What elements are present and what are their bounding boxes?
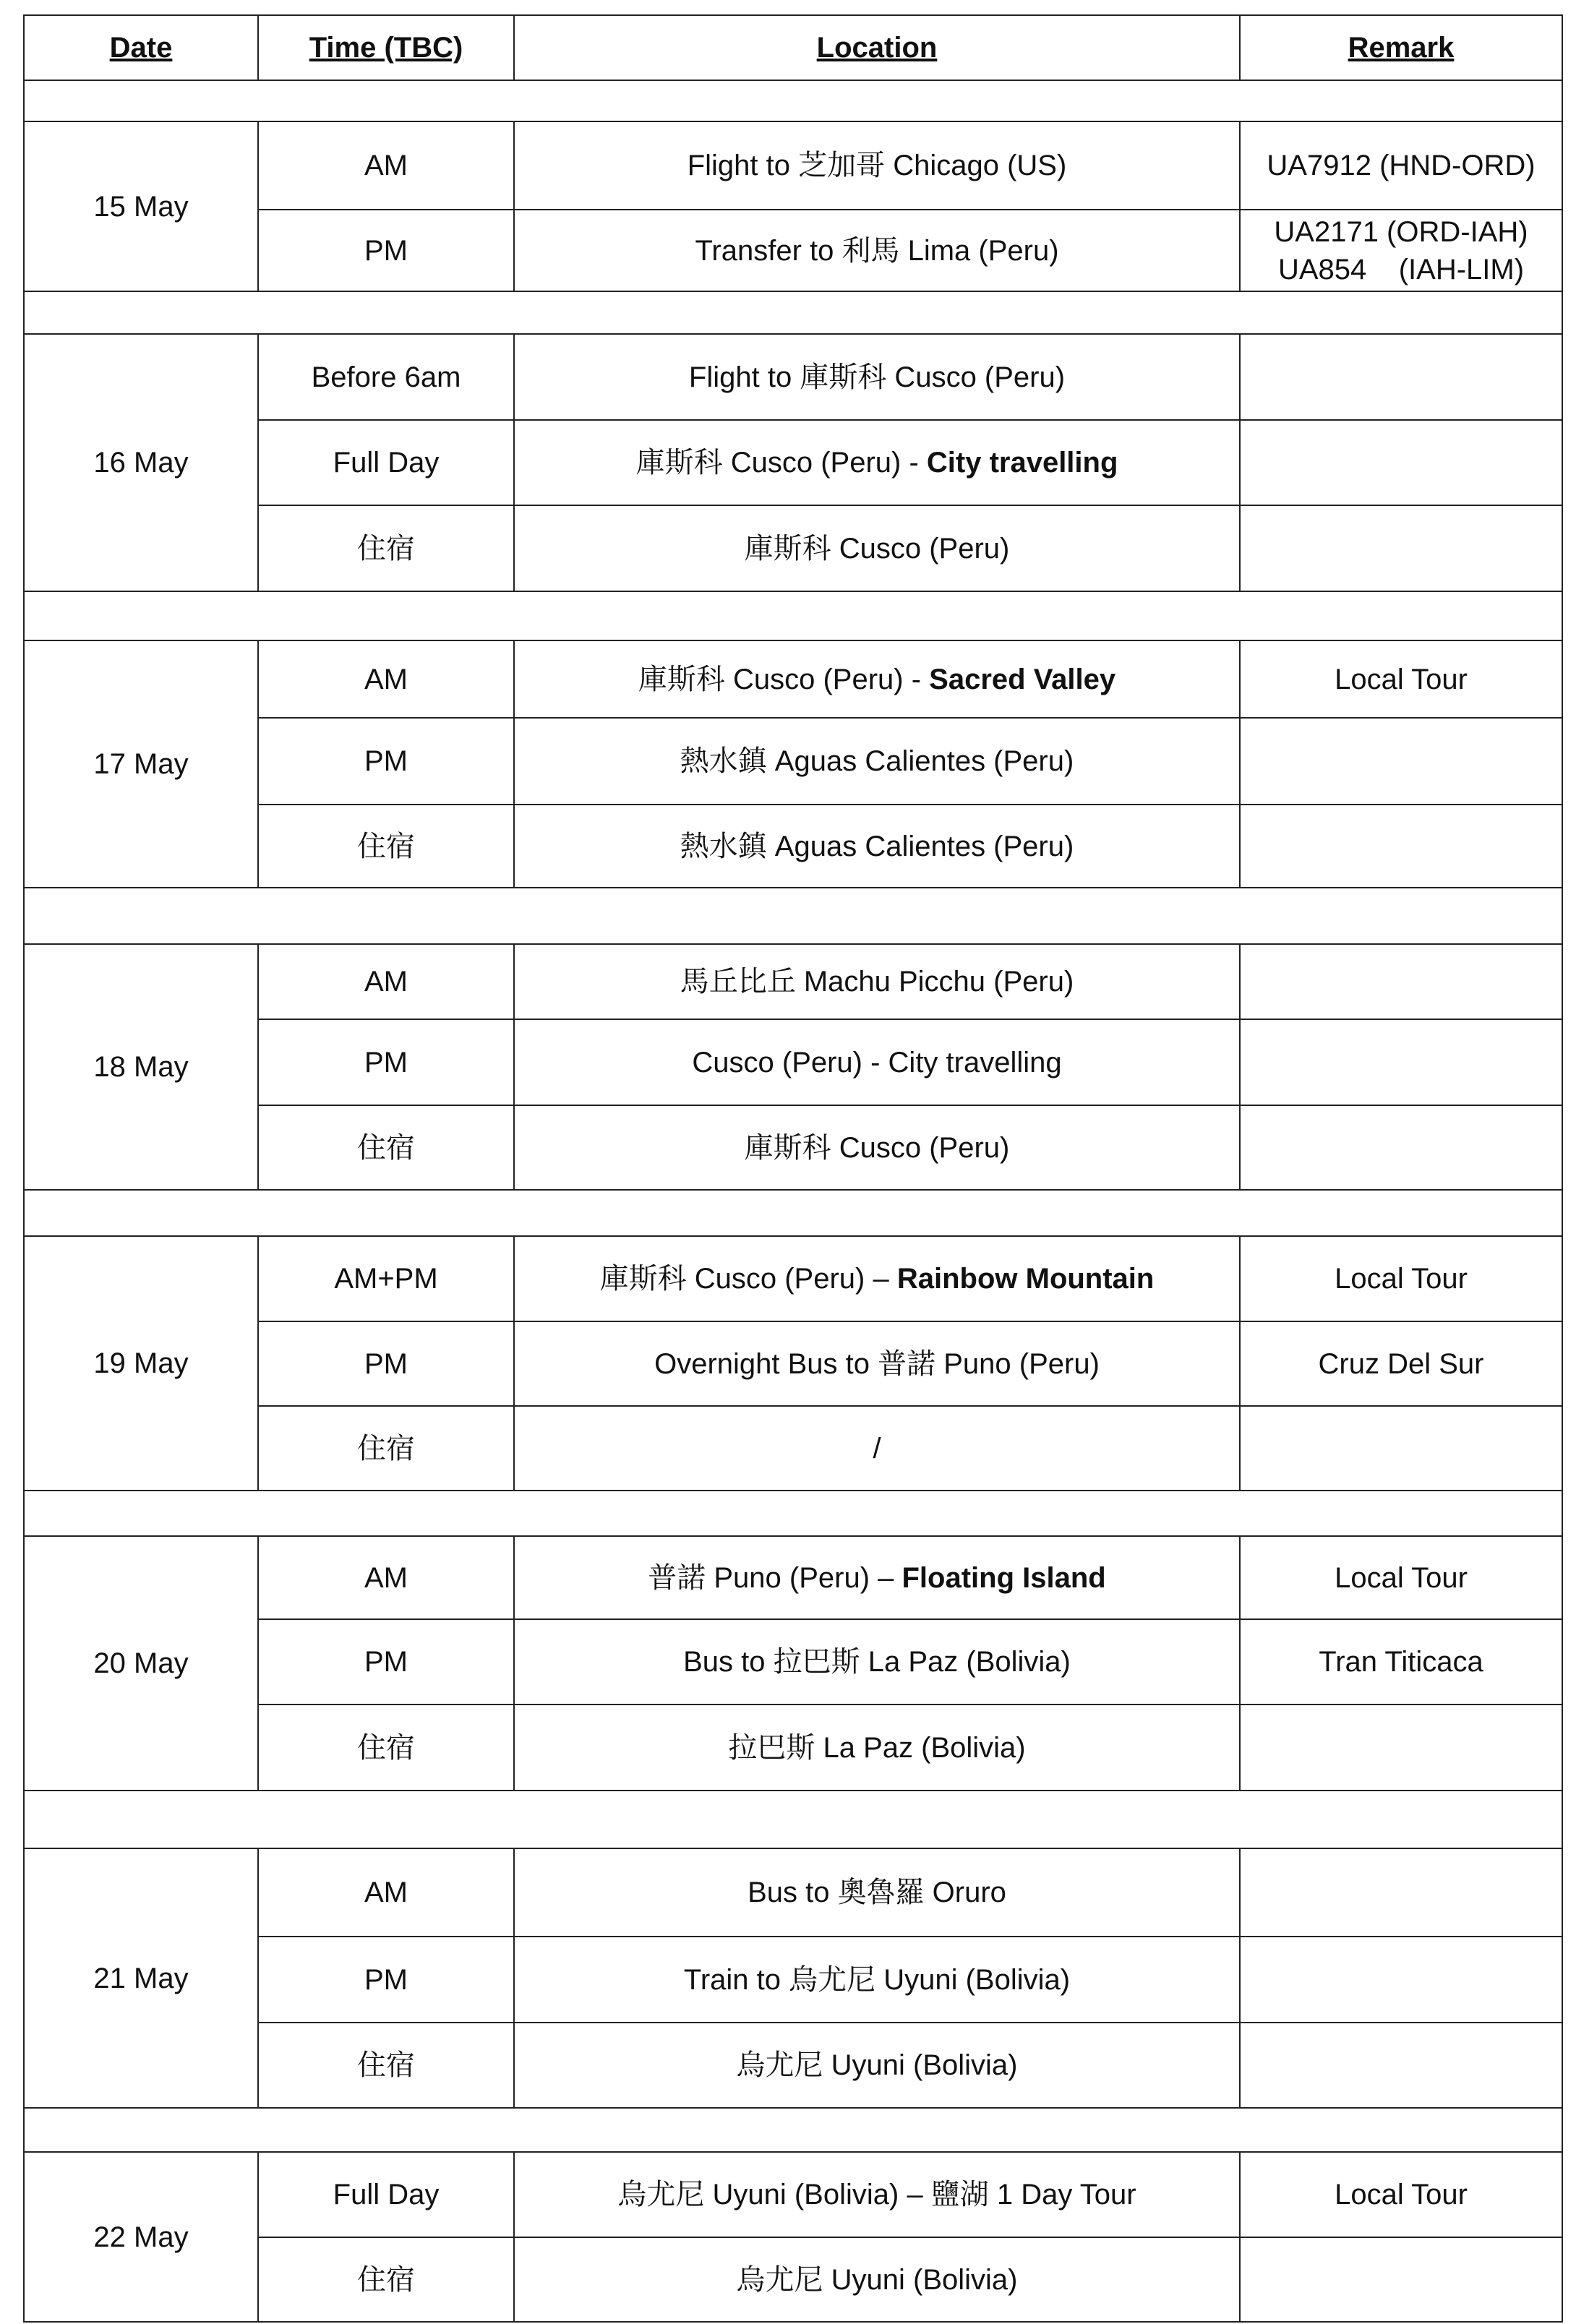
itinerary-row [24, 1536, 1562, 1619]
remark-cell [1240, 1848, 1562, 1937]
time-cell: AM [258, 640, 514, 718]
spacer-cell [24, 591, 1562, 640]
location-highlight: Floating Island [902, 1561, 1106, 1594]
location-cell [514, 420, 1240, 505]
location-text: Transfer to 利馬 Lima (Peru) [695, 234, 1059, 267]
location-highlight: Sacred Valley [929, 663, 1116, 695]
itinerary-row [24, 1848, 1562, 1937]
spacer-row [24, 1190, 1562, 1236]
header-remark: Remark [1240, 15, 1562, 80]
spacer-cell [24, 1190, 1562, 1236]
location-cell [514, 1321, 1240, 1406]
spacer-row [24, 80, 1562, 121]
spacer-cell [24, 1491, 1562, 1536]
location-cell [514, 1705, 1240, 1791]
location-text: 庫斯科 Cusco (Peru) - [638, 663, 930, 695]
location-text: Bus to 奧魯羅 Oruro [748, 1877, 1006, 1908]
spacer-row [24, 888, 1562, 944]
location-text: Flight to 芝加哥 Chicago (US) [687, 150, 1067, 181]
remark-line: Tran Titicaca [1319, 1646, 1483, 1678]
location-text: Overnight Bus to 普諾 Puno (Peru) [654, 1347, 1100, 1380]
location-text: 熱水鎮 Aguas Calientes (Peru) [680, 745, 1074, 777]
location-cell [514, 1236, 1240, 1321]
remark-cell [1240, 2237, 1562, 2322]
remark-cell [1240, 420, 1562, 505]
remark-line: Local Tour [1335, 2179, 1468, 2211]
date-cell: 15 May [24, 121, 258, 291]
location-text: Bus to 拉巴斯 La Paz (Bolivia) [683, 1646, 1071, 1678]
spacer-cell [24, 1791, 1562, 1848]
spacer-row [24, 1791, 1562, 1848]
location-text: Cusco (Peru) - City travelling [692, 1046, 1062, 1079]
remark-cell [1240, 1236, 1562, 1321]
time-cell: 住宿 [258, 1705, 514, 1791]
location-cell [514, 1536, 1240, 1619]
location-cell [514, 121, 1240, 210]
remark-cell [1240, 1406, 1562, 1491]
spacer-cell [24, 888, 1562, 944]
location-cell [514, 1105, 1240, 1190]
date-cell: 20 May [24, 1536, 258, 1791]
location-cell [514, 1848, 1240, 1937]
date-cell: 17 May [24, 640, 258, 888]
itinerary-row [24, 2152, 1562, 2237]
spacer-row [24, 2108, 1562, 2152]
remark-cell [1240, 2023, 1562, 2108]
remark-cell [1240, 2152, 1562, 2237]
time-cell: AM+PM [258, 1236, 514, 1321]
location-text: 熱水鎮 Aguas Calientes (Peru) [680, 830, 1074, 862]
time-cell: PM [258, 718, 514, 805]
remark-cell [1240, 805, 1562, 888]
date-cell: 22 May [24, 2152, 258, 2322]
remark-cell [1240, 1619, 1562, 1705]
time-cell: 住宿 [258, 1105, 514, 1190]
location-cell [514, 2152, 1240, 2237]
remark-cell [1240, 944, 1562, 1019]
date-cell: 18 May [24, 944, 258, 1190]
location-text: 烏尤尼 Uyuni (Bolivia) [736, 2049, 1018, 2081]
remark-cell [1240, 1937, 1562, 2023]
time-cell: Before 6am [258, 334, 514, 420]
time-cell: PM [258, 1937, 514, 2023]
date-cell: 16 May [24, 334, 258, 591]
time-cell: 住宿 [258, 2237, 514, 2322]
remark-line: UA2171 (ORD-IAH) [1274, 215, 1528, 248]
time-cell: AM [258, 121, 514, 210]
location-text: Train to 烏尤尼 Uyuni (Bolivia) [683, 1963, 1071, 1996]
location-cell [514, 805, 1240, 888]
location-cell [514, 944, 1240, 1019]
remark-cell [1240, 334, 1562, 420]
spacer-row [24, 591, 1562, 640]
remark-cell [1240, 1705, 1562, 1791]
remark-line: Cruz Del Sur [1318, 1347, 1484, 1380]
itinerary-row [24, 640, 1562, 718]
itinerary-row [24, 1236, 1562, 1321]
time-cell: PM [258, 210, 514, 291]
remark-cell [1240, 640, 1562, 718]
remark-line: UA854 (IAH-LIM) [1277, 253, 1525, 286]
location-text: 庫斯科 Cusco (Peru) - [635, 447, 927, 479]
remark-line: Local Tour [1335, 1263, 1468, 1295]
remark-cell [1240, 1105, 1562, 1190]
spacer-row [24, 291, 1562, 334]
time-cell: Full Day [258, 2152, 514, 2237]
remark-cell [1240, 210, 1562, 291]
itinerary-row [24, 121, 1562, 210]
itinerary-row [24, 334, 1562, 420]
remark-cell [1240, 121, 1562, 210]
remark-cell [1240, 1019, 1562, 1105]
itinerary-row [24, 944, 1562, 1019]
header-row [24, 15, 1562, 80]
date-cell: 21 May [24, 1848, 258, 2108]
location-text: 普諾 Puno (Peru) – [648, 1561, 902, 1594]
header-date: Date [24, 15, 258, 80]
location-cell [514, 210, 1240, 291]
header-time: Time (TBC) [258, 15, 514, 80]
location-text: 庫斯科 Cusco (Peru) – [599, 1263, 897, 1295]
remark-line: UA7912 (HND-ORD) [1267, 150, 1536, 181]
location-text: / [873, 1432, 881, 1465]
location-cell [514, 640, 1240, 718]
time-cell: AM [258, 944, 514, 1019]
location-cell [514, 1019, 1240, 1105]
remark-cell [1240, 1536, 1562, 1619]
time-cell: 住宿 [258, 1406, 514, 1491]
location-cell [514, 1937, 1240, 2023]
remark-cell [1240, 718, 1562, 805]
spacer-row [24, 1491, 1562, 1536]
itinerary-body [24, 80, 1562, 2322]
location-cell [514, 718, 1240, 805]
location-text: 庫斯科 Cusco (Peru) [744, 1131, 1010, 1164]
location-text: 烏尤尼 Uyuni (Bolivia) – 鹽湖 1 Day Tour [617, 2179, 1136, 2211]
location-text: Flight to 庫斯科 Cusco (Peru) [688, 361, 1066, 393]
remark-cell [1240, 1321, 1562, 1406]
remark-cell [1240, 505, 1562, 591]
time-cell: 住宿 [258, 505, 514, 591]
spacer-cell [24, 80, 1562, 121]
itinerary-table [23, 14, 1563, 2323]
spacer-cell [24, 2108, 1562, 2152]
location-text: 庫斯科 Cusco (Peru) [744, 532, 1010, 565]
location-cell [514, 1406, 1240, 1491]
location-cell [514, 505, 1240, 591]
location-cell [514, 2023, 1240, 2108]
location-cell [514, 334, 1240, 420]
time-cell: PM [258, 1321, 514, 1406]
time-cell: 住宿 [258, 2023, 514, 2108]
time-cell: Full Day [258, 420, 514, 505]
location-text: 烏尤尼 Uyuni (Bolivia) [736, 2263, 1018, 2296]
spacer-cell [24, 291, 1562, 334]
location-cell [514, 1619, 1240, 1705]
time-cell: AM [258, 1848, 514, 1937]
location-highlight: Rainbow Mountain [896, 1263, 1155, 1295]
location-text: 馬丘比丘 Machu Picchu (Peru) [680, 966, 1074, 998]
remark-line: Local Tour [1335, 1561, 1468, 1594]
location-text: 拉巴斯 La Paz (Bolivia) [728, 1731, 1026, 1764]
header-location: Location [514, 15, 1240, 80]
location-cell [514, 2237, 1240, 2322]
date-cell: 19 May [24, 1236, 258, 1491]
time-cell: PM [258, 1019, 514, 1105]
location-highlight: City travelling [926, 447, 1118, 479]
remark-line: Local Tour [1335, 663, 1468, 695]
time-cell: AM [258, 1536, 514, 1619]
time-cell: PM [258, 1619, 514, 1705]
time-cell: 住宿 [258, 805, 514, 888]
